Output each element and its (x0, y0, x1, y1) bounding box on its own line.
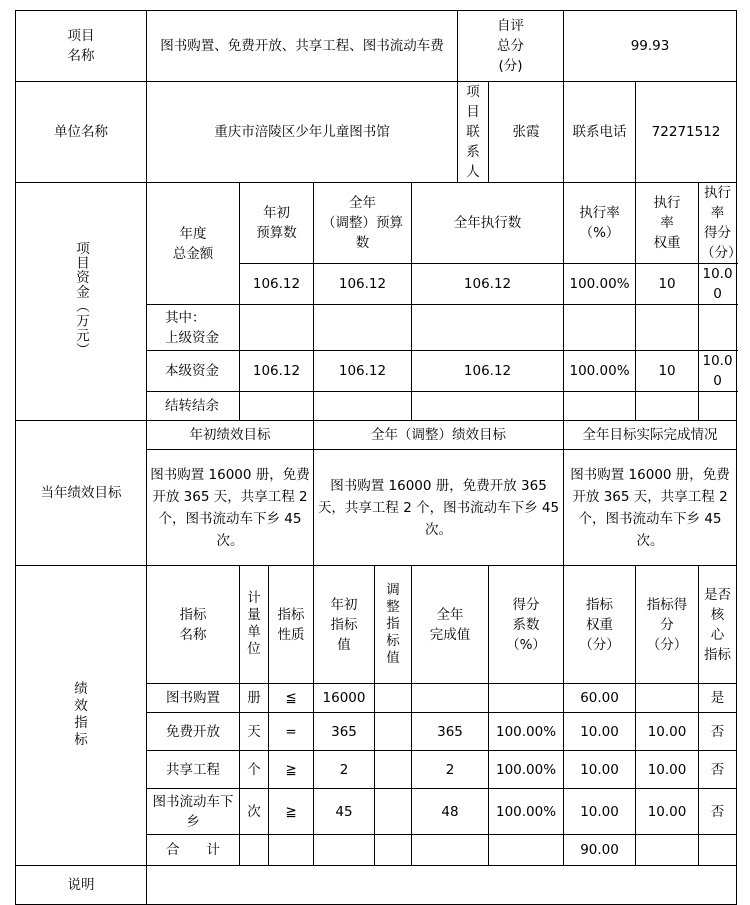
indicator-completed (412, 684, 489, 713)
unit-name-label: 单位名称 (16, 82, 147, 183)
initial-goal-text: 图书购置 16000 册，免费开放 365 天，共享工程 2 个，图书流动车下乡 45 次。 (147, 450, 314, 566)
self-score-label: 自评 总分 (分) (458, 11, 564, 82)
initial-budget-header: 年初 预算数 (240, 183, 314, 264)
indicator-score: 10.00 (636, 713, 699, 751)
initial-value-header: 年初 指标 值 (314, 566, 375, 684)
adjusted-value-header: 调整指标值 (375, 566, 412, 684)
carryover-rate-score (699, 392, 737, 421)
carryover-label: 结转结余 (147, 392, 240, 421)
adjusted-goal-text: 图书购置 16000 册，免费开放 365 天，共享工程 2 个，图书流动车下乡 45 次。 (314, 450, 564, 566)
carryover-executed (412, 392, 564, 421)
indicator-total-weight: 90.00 (564, 835, 636, 866)
nature-header: 指标 性质 (269, 566, 314, 684)
indicator-unit: 次 (240, 789, 269, 835)
indicator-completed: 48 (412, 789, 489, 835)
contact-name: 张霞 (489, 82, 564, 183)
indicator-unit: 个 (240, 751, 269, 789)
indicator-score: 10.00 (636, 789, 699, 835)
indicator-is-core: 否 (699, 751, 737, 789)
indicator-name: 图书流动车下乡 (147, 789, 240, 835)
indicator-weight: 10.00 (564, 751, 636, 789)
own-executed: 106.12 (412, 351, 564, 392)
exec-rate-header: 执行率 （%） (564, 183, 636, 264)
indicator-completed: 2 (412, 751, 489, 789)
project-name: 图书购置、免费开放、共享工程、图书流动车费 (147, 11, 458, 82)
indicator-total-label: 合 计 (147, 835, 240, 866)
project-name-label: 项目 名称 (16, 11, 147, 82)
superior-weight (636, 305, 699, 351)
weight-header: 执行 率 权重 (636, 183, 699, 264)
carryover-exec-rate (564, 392, 636, 421)
total-weight: 10 (636, 264, 699, 305)
superior-rate-score (699, 305, 737, 351)
phone-label: 联系电话 (564, 82, 636, 183)
indicator-adjusted-value (375, 713, 412, 751)
adjusted-goal-header: 全年（调整）绩效目标 (314, 421, 564, 450)
indicator-initial-value: 45 (314, 789, 375, 835)
own-adjusted-budget: 106.12 (314, 351, 412, 392)
funds-section-label: 项目资金（万元） (16, 183, 147, 421)
own-weight: 10 (636, 351, 699, 392)
carryover-adjusted-budget (314, 392, 412, 421)
indicator-adjusted-value (375, 684, 412, 713)
total-unit (240, 835, 269, 866)
indicator-unit: 册 (240, 684, 269, 713)
indicator-is-core: 否 (699, 789, 737, 835)
actual-goal-text: 图书购置 16000 册，免费开放 365 天，共享工程 2 个，图书流动车下乡 45 次。 (564, 450, 737, 566)
total-adjusted-budget: 106.12 (314, 264, 412, 305)
indicator-name-header: 指标 名称 (147, 566, 240, 684)
score-coef-header: 得分 系数 （%） (489, 566, 564, 684)
completed-header: 全年 完成值 (412, 566, 489, 684)
notes-value (147, 866, 737, 905)
indicator-score-coef: 100.00% (489, 789, 564, 835)
indicator-adjusted-value (375, 789, 412, 835)
indicator-weight: 10.00 (564, 713, 636, 751)
contact-label: 项目 联系人 (458, 82, 489, 183)
total-initial-value (314, 835, 375, 866)
rate-score-header: 执行率 得分 （分） (699, 183, 737, 264)
total-is-core (699, 835, 737, 866)
adjusted-budget-header: 全年 （调整）预算 数 (314, 183, 412, 264)
indicator-nature: ≧ (269, 751, 314, 789)
indicator-adjusted-value (375, 751, 412, 789)
is-core-header: 是否核 心 指标 (699, 566, 737, 684)
unit-header: 计量单位 (240, 566, 269, 684)
indicator-nature: ≦ (269, 684, 314, 713)
own-funds-label: 本级资金 (147, 351, 240, 392)
indicator-initial-value: 365 (314, 713, 375, 751)
own-rate-score: 10.00 (699, 351, 737, 392)
indicator-weight-header: 指标 权重 （分） (564, 566, 636, 684)
total-indicator-score (636, 835, 699, 866)
indicator-completed: 365 (412, 713, 489, 751)
notes-label: 说明 (16, 866, 147, 905)
indicator-is-core: 是 (699, 684, 737, 713)
phone-value: 72271512 (636, 82, 737, 183)
indicator-score-coef: 100.00% (489, 713, 564, 751)
total-adjusted-value (375, 835, 412, 866)
carryover-initial-budget (240, 392, 314, 421)
total-rate-score: 10.00 (699, 264, 737, 305)
indicator-is-core: 否 (699, 713, 737, 751)
own-initial-budget: 106.12 (240, 351, 314, 392)
indicator-weight: 60.00 (564, 684, 636, 713)
superior-executed (412, 305, 564, 351)
indicator-name: 免费开放 (147, 713, 240, 751)
superior-funds-label: 其中： 上级资金 (147, 305, 240, 351)
annual-total-header: 年度 总金额 (147, 183, 240, 305)
superior-adjusted-budget (314, 305, 412, 351)
total-exec-rate: 100.00% (564, 264, 636, 305)
indicator-weight: 10.00 (564, 789, 636, 835)
indicator-score-coef: 100.00% (489, 751, 564, 789)
indicator-initial-value: 16000 (314, 684, 375, 713)
executed-header: 全年执行数 (412, 183, 564, 264)
indicator-score: 10.00 (636, 751, 699, 789)
indicator-score (636, 684, 699, 713)
indicators-section-label: 绩效指标 (16, 566, 147, 866)
indicator-unit: 天 (240, 713, 269, 751)
superior-exec-rate (564, 305, 636, 351)
performance-evaluation-table (15, 10, 742, 905)
indicator-score-coef (489, 684, 564, 713)
self-score-value: 99.93 (564, 11, 737, 82)
indicator-nature: = (269, 713, 314, 751)
indicator-initial-value: 2 (314, 751, 375, 789)
own-exec-rate: 100.00% (564, 351, 636, 392)
indicator-name: 共享工程 (147, 751, 240, 789)
indicator-name: 图书购置 (147, 684, 240, 713)
actual-goal-header: 全年目标实际完成情况 (564, 421, 737, 450)
total-nature (269, 835, 314, 866)
initial-goal-header: 年初绩效目标 (147, 421, 314, 450)
indicator-score-header: 指标得 分 （分） (636, 566, 699, 684)
total-executed: 106.12 (412, 264, 564, 305)
total-completed (412, 835, 489, 866)
goals-section-label: 当年绩效目标 (16, 421, 147, 566)
superior-initial-budget (240, 305, 314, 351)
unit-name: 重庆市涪陵区少年儿童图书馆 (147, 82, 458, 183)
total-score-coef (489, 835, 564, 866)
total-initial-budget: 106.12 (240, 264, 314, 305)
indicator-nature: ≧ (269, 789, 314, 835)
carryover-weight (636, 392, 699, 421)
